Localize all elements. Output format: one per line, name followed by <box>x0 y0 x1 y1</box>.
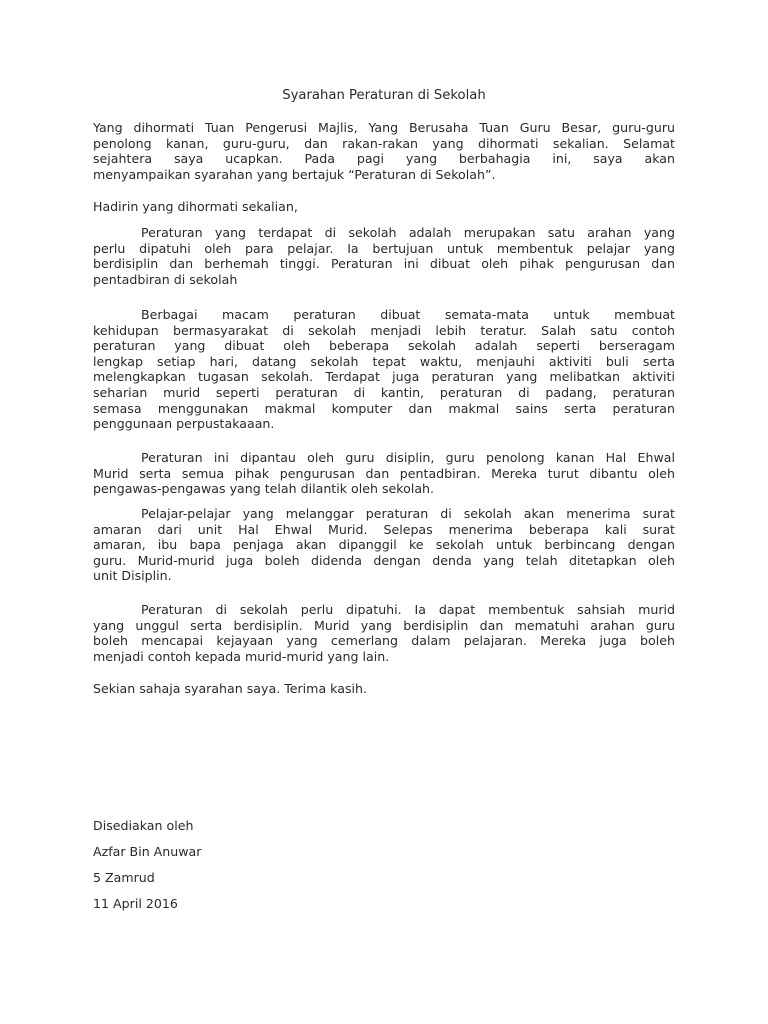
paragraph-line: peraturan yang dibuat oleh beberapa sekolah adalah seperti berseragam <box>93 338 675 354</box>
paragraph <box>93 199 675 215</box>
paragraph-line: lengkap setiap hari, datang sekolah tepat waktu, menjauhi aktiviti buli serta <box>93 353 675 369</box>
paragraph-line: unit Disiplin. <box>93 568 172 584</box>
paragraph <box>93 120 675 182</box>
paragraph-line: berdisiplin dan berhemah tinggi. Peraturan ini dibuat oleh pihak pengurusan dan <box>93 256 675 272</box>
paragraph-line: Peraturan yang terdapat di sekolah adalah merupakan satu arahan yang <box>141 225 675 240</box>
paragraph-line: yang unggul serta berdisiplin. Murid yang berdisiplin dan mematuhi arahan guru <box>93 617 675 633</box>
prepared-by-label: Disediakan oleh <box>93 818 194 833</box>
paragraph <box>93 506 675 584</box>
paragraph-line: guru. Murid-murid juga boleh didenda dengan denda yang telah ditetapkan oleh <box>93 552 675 568</box>
paragraph-line: amaran, ibu bapa penjaga akan dipanggil ke sekolah untuk berbincang dengan <box>93 537 675 553</box>
paragraph-line: Sekian sahaja syarahan saya. Terima kasih. <box>93 681 367 696</box>
paragraph-line: melengkapkan tugasan sekolah. Terdapat juga peraturan yang melibatkan aktiviti <box>93 369 675 385</box>
paragraph-line: menyampaikan syarahan yang bertajuk “Peraturan di Sekolah”. <box>93 166 496 182</box>
paragraph-line: Hadirin yang dihormati sekalian, <box>93 199 298 214</box>
paragraph-line: semasa menggunakan makmal komputer dan makmal sains serta peraturan <box>93 400 675 416</box>
author-class: 5 Zamrud <box>93 870 155 885</box>
author-name: Azfar Bin Anuwar <box>93 844 202 859</box>
paragraph-line: menjadi contoh kepada murid-murid yang lain. <box>93 648 390 664</box>
paragraph-line: penggunaan perpustakaaan. <box>93 416 275 432</box>
paragraph <box>93 450 675 497</box>
document-title: Syarahan Peraturan di Sekolah <box>282 88 486 103</box>
paragraph-line: amaran dari unit Hal Ehwal Murid. Selepas menerima beberapa kali surat <box>93 521 675 537</box>
paragraph-line: Berbagai macam peraturan dibuat semata-mata untuk membuat <box>141 307 675 322</box>
paragraph-line: pengawas-pengawas yang telah dilantik oleh sekolah. <box>93 481 435 497</box>
paragraph-line: Murid serta semua pihak pengurusan dan pentadbiran. Mereka turut dibantu oleh <box>93 465 675 481</box>
paragraph-line: kehidupan bermasyarakat di sekolah menjadi lebih teratur. Salah satu contoh <box>93 322 675 338</box>
paragraph-line: seharian murid seperti peraturan di kantin, peraturan di padang, peraturan <box>93 384 675 400</box>
paragraph <box>93 681 675 697</box>
paragraph-line: Peraturan di sekolah perlu dipatuhi. Ia dapat membentuk sahsiah murid <box>141 602 675 617</box>
paragraph <box>93 307 675 432</box>
paragraph <box>93 602 675 664</box>
paragraph-line: perlu dipatuhi oleh para pelajar. Ia bertujuan untuk membentuk pelajar yang <box>93 240 675 256</box>
paragraph-line: Yang dihormati Tuan Pengerusi Majlis, Yang Berusaha Tuan Guru Besar, guru-guru <box>93 120 675 135</box>
paragraph-line: Peraturan ini dipantau oleh guru disiplin, guru penolong kanan Hal Ehwal <box>141 450 675 465</box>
paragraph-line: boleh mencapai kejayaan yang cemerlang dalam pelajaran. Mereka juga boleh <box>93 633 675 649</box>
paragraph-line: penolong kanan, guru-guru, dan rakan-rakan yang dihormati sekalian. Selamat <box>93 135 675 151</box>
paragraph <box>93 225 675 287</box>
paragraph-line: pentadbiran di sekolah <box>93 271 238 287</box>
paragraph-line: Pelajar-pelajar yang melanggar peraturan di sekolah akan menerima surat <box>141 506 675 521</box>
document-date: 11 April 2016 <box>93 896 178 911</box>
paragraph-line: sejahtera saya ucapkan. Pada pagi yang berbahagia ini, saya akan <box>93 151 675 167</box>
